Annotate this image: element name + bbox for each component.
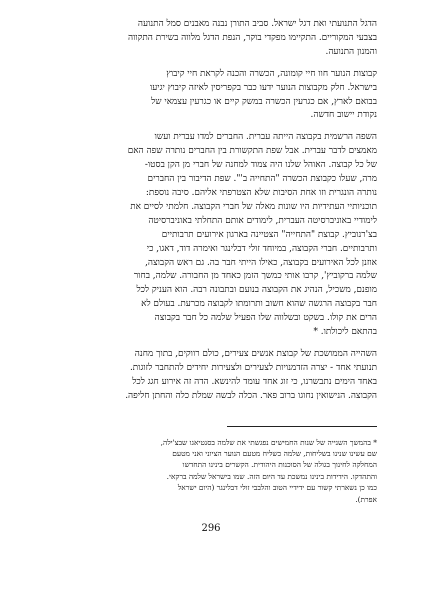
paragraph-3 (45, 131, 377, 340)
text-line: מרה, שעלו כקבוצת הכשרה "התחייה ב'". שפת הדיבור בין החברים (147, 174, 377, 185)
paragraph-4 (45, 348, 377, 404)
text-line: מופנם, משכיל, הנהיג את הקבוצה בנועם ובתבונה רבה. הוא העניק לכל (136, 285, 377, 296)
text-line: והמנון התנועה. (325, 46, 377, 57)
text-line: השהייה הממושכת של קבוצת אנשים צעירים, כולם רווקים, בתוך מחנה (134, 348, 377, 359)
text-line: אוזנן לכל האירועים בקבוצה, כאילו הייתי חבר בה. גם ראש הקבוצה, (145, 257, 377, 268)
text-line: השפה הרשמית בקבוצה הייתה עברית. החברים למדו עברית ועשו (154, 132, 377, 143)
text-line: בצבעי המקוריים. התקיימו מפקדי בוקר, הנפת הדגל מלווה בשירת התקווה (127, 32, 377, 43)
text-line: לימודיי באוניברסיטה העברית, לימודים אותם התחלתי באוניברסיטה (148, 215, 377, 226)
text-line: ותרבותיים. חברי הקבוצה, במיוחד זולי דבלינגר ואימרה דוד, דאגו, כי (146, 243, 377, 254)
text-line: בצ'רנוביץ. קבוצת "התחייה" הצטיינה בארגון אירועים תרבותיים (161, 229, 377, 240)
text-line: נותרה הונגרית וזו אחת הסיבות שלא הצטרפתי אליהם. סיבה נוספת: (145, 187, 377, 198)
text-line: בבואם לארץ, אם כגרעין הכשרה במשק קיים או כגרעין עצמאי של (151, 96, 377, 107)
text-line: תנועתי אחד - יצרה הזדמנויות לצעירים ולצעירות יחידים להתחבר לזוגות. (129, 362, 377, 373)
footnote-line: כמו כן נשארתי קשור עם ידידיי הטוב והלבבי זולי דבלינגר (היום ישראל (177, 483, 377, 493)
text-line: תוכניותיי העתידיות היו שונות מאלה של חברי הקבוצה. חלמתי לסיים את (130, 201, 377, 212)
text-line: הרים את קולו. בשקט ובשלווה שלו הפעיל שלמה כל חבר בקבוצה (154, 313, 377, 324)
text-line: בישראל. חלק מקבוצות הנוער ידעו כבר בקפריסין לאיזה קיבוץ יגיעו (150, 82, 377, 93)
text-line: בהתאם ליכולתו. * (313, 327, 377, 338)
footnote (45, 437, 377, 505)
text-line: שלמה ברקוביץ', קרבו אותי כמשך הזמן כאחד מן החבורה. שלמה, בחור (133, 271, 377, 282)
paragraph-1 (45, 18, 377, 60)
text-line: הדגל התנועתי ואת דגל ישראל. סביב התורן נבנה מאבנים סמל התנועה (137, 19, 377, 29)
text-line: של כל קבוצה. האוהל שלנו היה צמוד למחנה של חברי מן הקן בסטו- (144, 160, 377, 171)
text-line: חבר בקבוצה הרגשה שהוא חשוב ותרומתו לקבוצה מכרעת. בעולם לא (141, 299, 377, 310)
text-line: באחד הימים נתבשרנו, כי זוג אחד עומד להינשא. הדה זה אירוע חגג לכל (132, 376, 377, 387)
paragraph-2 (45, 68, 377, 124)
text-line: מאמצים לדבר עברית. אבל שפת התקשורת בין החברים נותרה שפה האם (127, 146, 377, 157)
footnote-line: * בהמשך השנייה של שנות החמישים נפגשתי את שלמה בסנטיאגו שבצ'ילה, (160, 437, 377, 447)
text-line: קבוצות הנוער חוו חיי קומונה, הכשרה והכנה לקראת חיי קיבוץ (166, 68, 377, 79)
text-line: נקודת יישוב חדשה. (310, 110, 377, 121)
page-number: 296 (201, 523, 221, 534)
footnote-line: שם עשינו שנינו בשליחות, שלמה כשליח מטעם הנוער הציוני ואני מטעם (172, 448, 377, 458)
footnote-line: והתהדקו. הידידות בינינו נמשכת עד היום הזה. שמו בישראל שלמה ברקאי. (166, 471, 377, 481)
footnote-line: אפרת). (355, 494, 377, 504)
text-line: הקבוצה. הנישואין נחוגו ברוב פאר. הכלה לבשה שמלת כלה והחתן חליפה. (125, 390, 377, 401)
footnote-line: המחלקה לחינוך בגולה של הסוכנות היהודית. הקשרים בינינו התחדשו (182, 460, 377, 470)
footnote-divider (227, 426, 377, 427)
